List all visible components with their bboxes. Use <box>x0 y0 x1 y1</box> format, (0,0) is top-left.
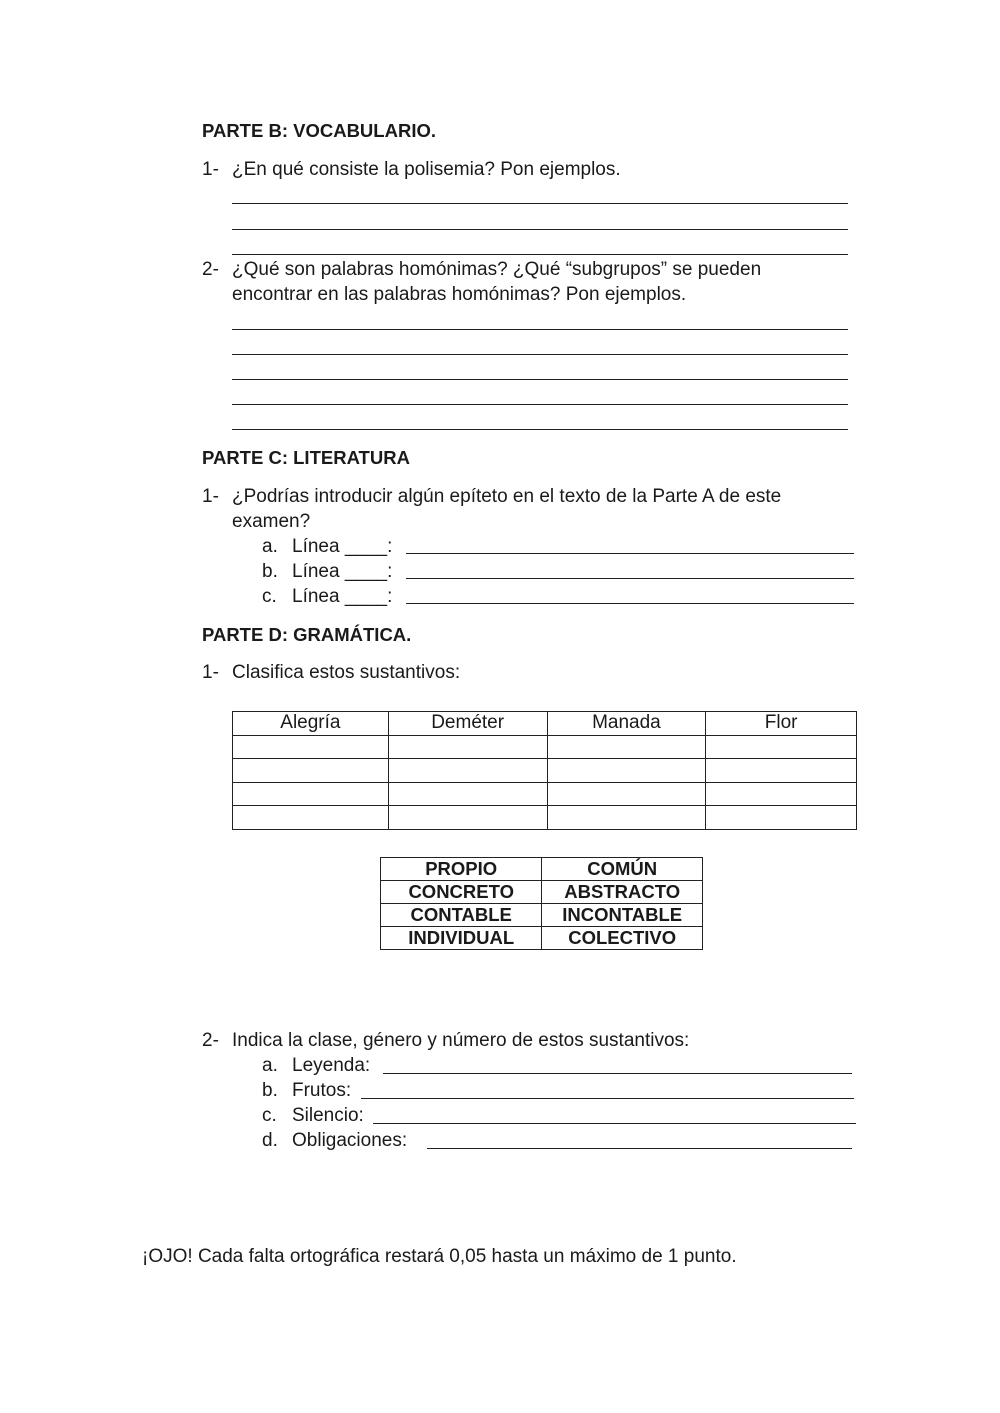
item-letter: a. <box>262 1055 278 1076</box>
item-label: Línea ____: <box>292 536 393 557</box>
item-label: Línea ____: <box>292 586 393 607</box>
parte-b-heading: PARTE B: VOCABULARIO. <box>202 120 436 141</box>
answer-line[interactable] <box>406 553 854 554</box>
question-text: ¿En qué consiste la polisemia? Pon ejemplos. <box>232 159 621 180</box>
table-row <box>381 904 703 927</box>
answer-cell[interactable] <box>388 735 547 759</box>
table-header-cell: Alegría <box>233 712 389 736</box>
answer-cell[interactable] <box>547 735 706 759</box>
question-text: examen? <box>232 511 311 532</box>
parte-d-heading: PARTE D: GRAMÁTICA. <box>202 624 412 645</box>
noun-type-cell: ABSTRACTO <box>542 881 703 904</box>
noun-type-cell: CONCRETO <box>381 881 542 904</box>
question-text: ¿Podrías introducir algún epíteto en el texto de la Parte A de este <box>232 486 782 507</box>
question-number: 1- <box>202 662 219 683</box>
answer-cell[interactable] <box>233 735 389 759</box>
table-header-cell: Deméter <box>388 712 547 736</box>
answer-cell[interactable] <box>706 759 857 783</box>
noun-type-cell: PROPIO <box>381 858 542 881</box>
noun-type-cell: CONTABLE <box>381 904 542 927</box>
answer-line[interactable] <box>361 1098 854 1099</box>
noun-type-cell: COLECTIVO <box>542 927 703 950</box>
question-text: Clasifica estos sustantivos: <box>232 662 461 683</box>
table-row <box>233 735 857 759</box>
answer-cell[interactable] <box>706 735 857 759</box>
classification-table <box>232 711 857 830</box>
answer-cell[interactable] <box>233 782 389 806</box>
table-row <box>381 881 703 904</box>
answer-line[interactable] <box>406 578 854 579</box>
question-text: encontrar en las palabras homónimas? Pon ejemplos. <box>232 284 687 305</box>
answer-line[interactable] <box>232 254 848 255</box>
item-label: Obligaciones: <box>292 1130 408 1151</box>
answer-cell[interactable] <box>233 806 389 830</box>
answer-cell[interactable] <box>547 806 706 830</box>
answer-line[interactable] <box>406 603 854 604</box>
answer-cell[interactable] <box>706 806 857 830</box>
noun-type-cell: COMÚN <box>542 858 703 881</box>
item-letter: a. <box>262 536 278 557</box>
table-row <box>233 782 857 806</box>
table-row <box>233 806 857 830</box>
noun-type-cell: INDIVIDUAL <box>381 927 542 950</box>
table-row <box>381 927 703 950</box>
answer-line[interactable] <box>427 1148 852 1149</box>
item-label: Frutos: <box>292 1080 352 1101</box>
answer-cell[interactable] <box>706 782 857 806</box>
answer-line[interactable] <box>383 1073 852 1074</box>
answer-line[interactable] <box>232 379 848 380</box>
answer-line[interactable] <box>232 404 848 405</box>
spelling-warning-note: ¡OJO! Cada falta ortográfica restará 0,05 hasta un máximo de 1 punto. <box>142 1246 737 1267</box>
table-row <box>233 759 857 783</box>
answer-line[interactable] <box>232 329 848 330</box>
item-letter: c. <box>262 586 277 607</box>
answer-cell[interactable] <box>233 759 389 783</box>
answer-line[interactable] <box>232 203 848 204</box>
answer-cell[interactable] <box>388 806 547 830</box>
question-number: 1- <box>202 486 219 507</box>
item-label: Leyenda: <box>292 1055 371 1076</box>
item-label: Línea ____: <box>292 561 393 582</box>
answer-cell[interactable] <box>547 759 706 783</box>
noun-types-table <box>380 857 703 950</box>
item-letter: c. <box>262 1105 277 1126</box>
parte-c-heading: PARTE C: LITERATURA <box>202 447 410 468</box>
answer-cell[interactable] <box>388 782 547 806</box>
answer-line[interactable] <box>232 229 848 230</box>
item-letter: b. <box>262 561 278 582</box>
table-header-row <box>233 712 857 736</box>
answer-line[interactable] <box>232 354 848 355</box>
question-number: 2- <box>202 259 219 280</box>
question-number: 1- <box>202 159 219 180</box>
question-text: ¿Qué son palabras homónimas? ¿Qué “subgrupos” se pueden <box>232 259 762 280</box>
table-header-cell: Flor <box>706 712 857 736</box>
answer-line[interactable] <box>373 1123 856 1124</box>
table-header-cell: Manada <box>547 712 706 736</box>
item-letter: b. <box>262 1080 278 1101</box>
question-number: 2- <box>202 1030 219 1051</box>
answer-cell[interactable] <box>388 759 547 783</box>
answer-cell[interactable] <box>547 782 706 806</box>
item-letter: d. <box>262 1130 278 1151</box>
item-label: Silencio: <box>292 1105 364 1126</box>
answer-line[interactable] <box>232 429 848 430</box>
table-row <box>381 858 703 881</box>
question-text: Indica la clase, género y número de estos sustantivos: <box>232 1030 690 1051</box>
noun-type-cell: INCONTABLE <box>542 904 703 927</box>
